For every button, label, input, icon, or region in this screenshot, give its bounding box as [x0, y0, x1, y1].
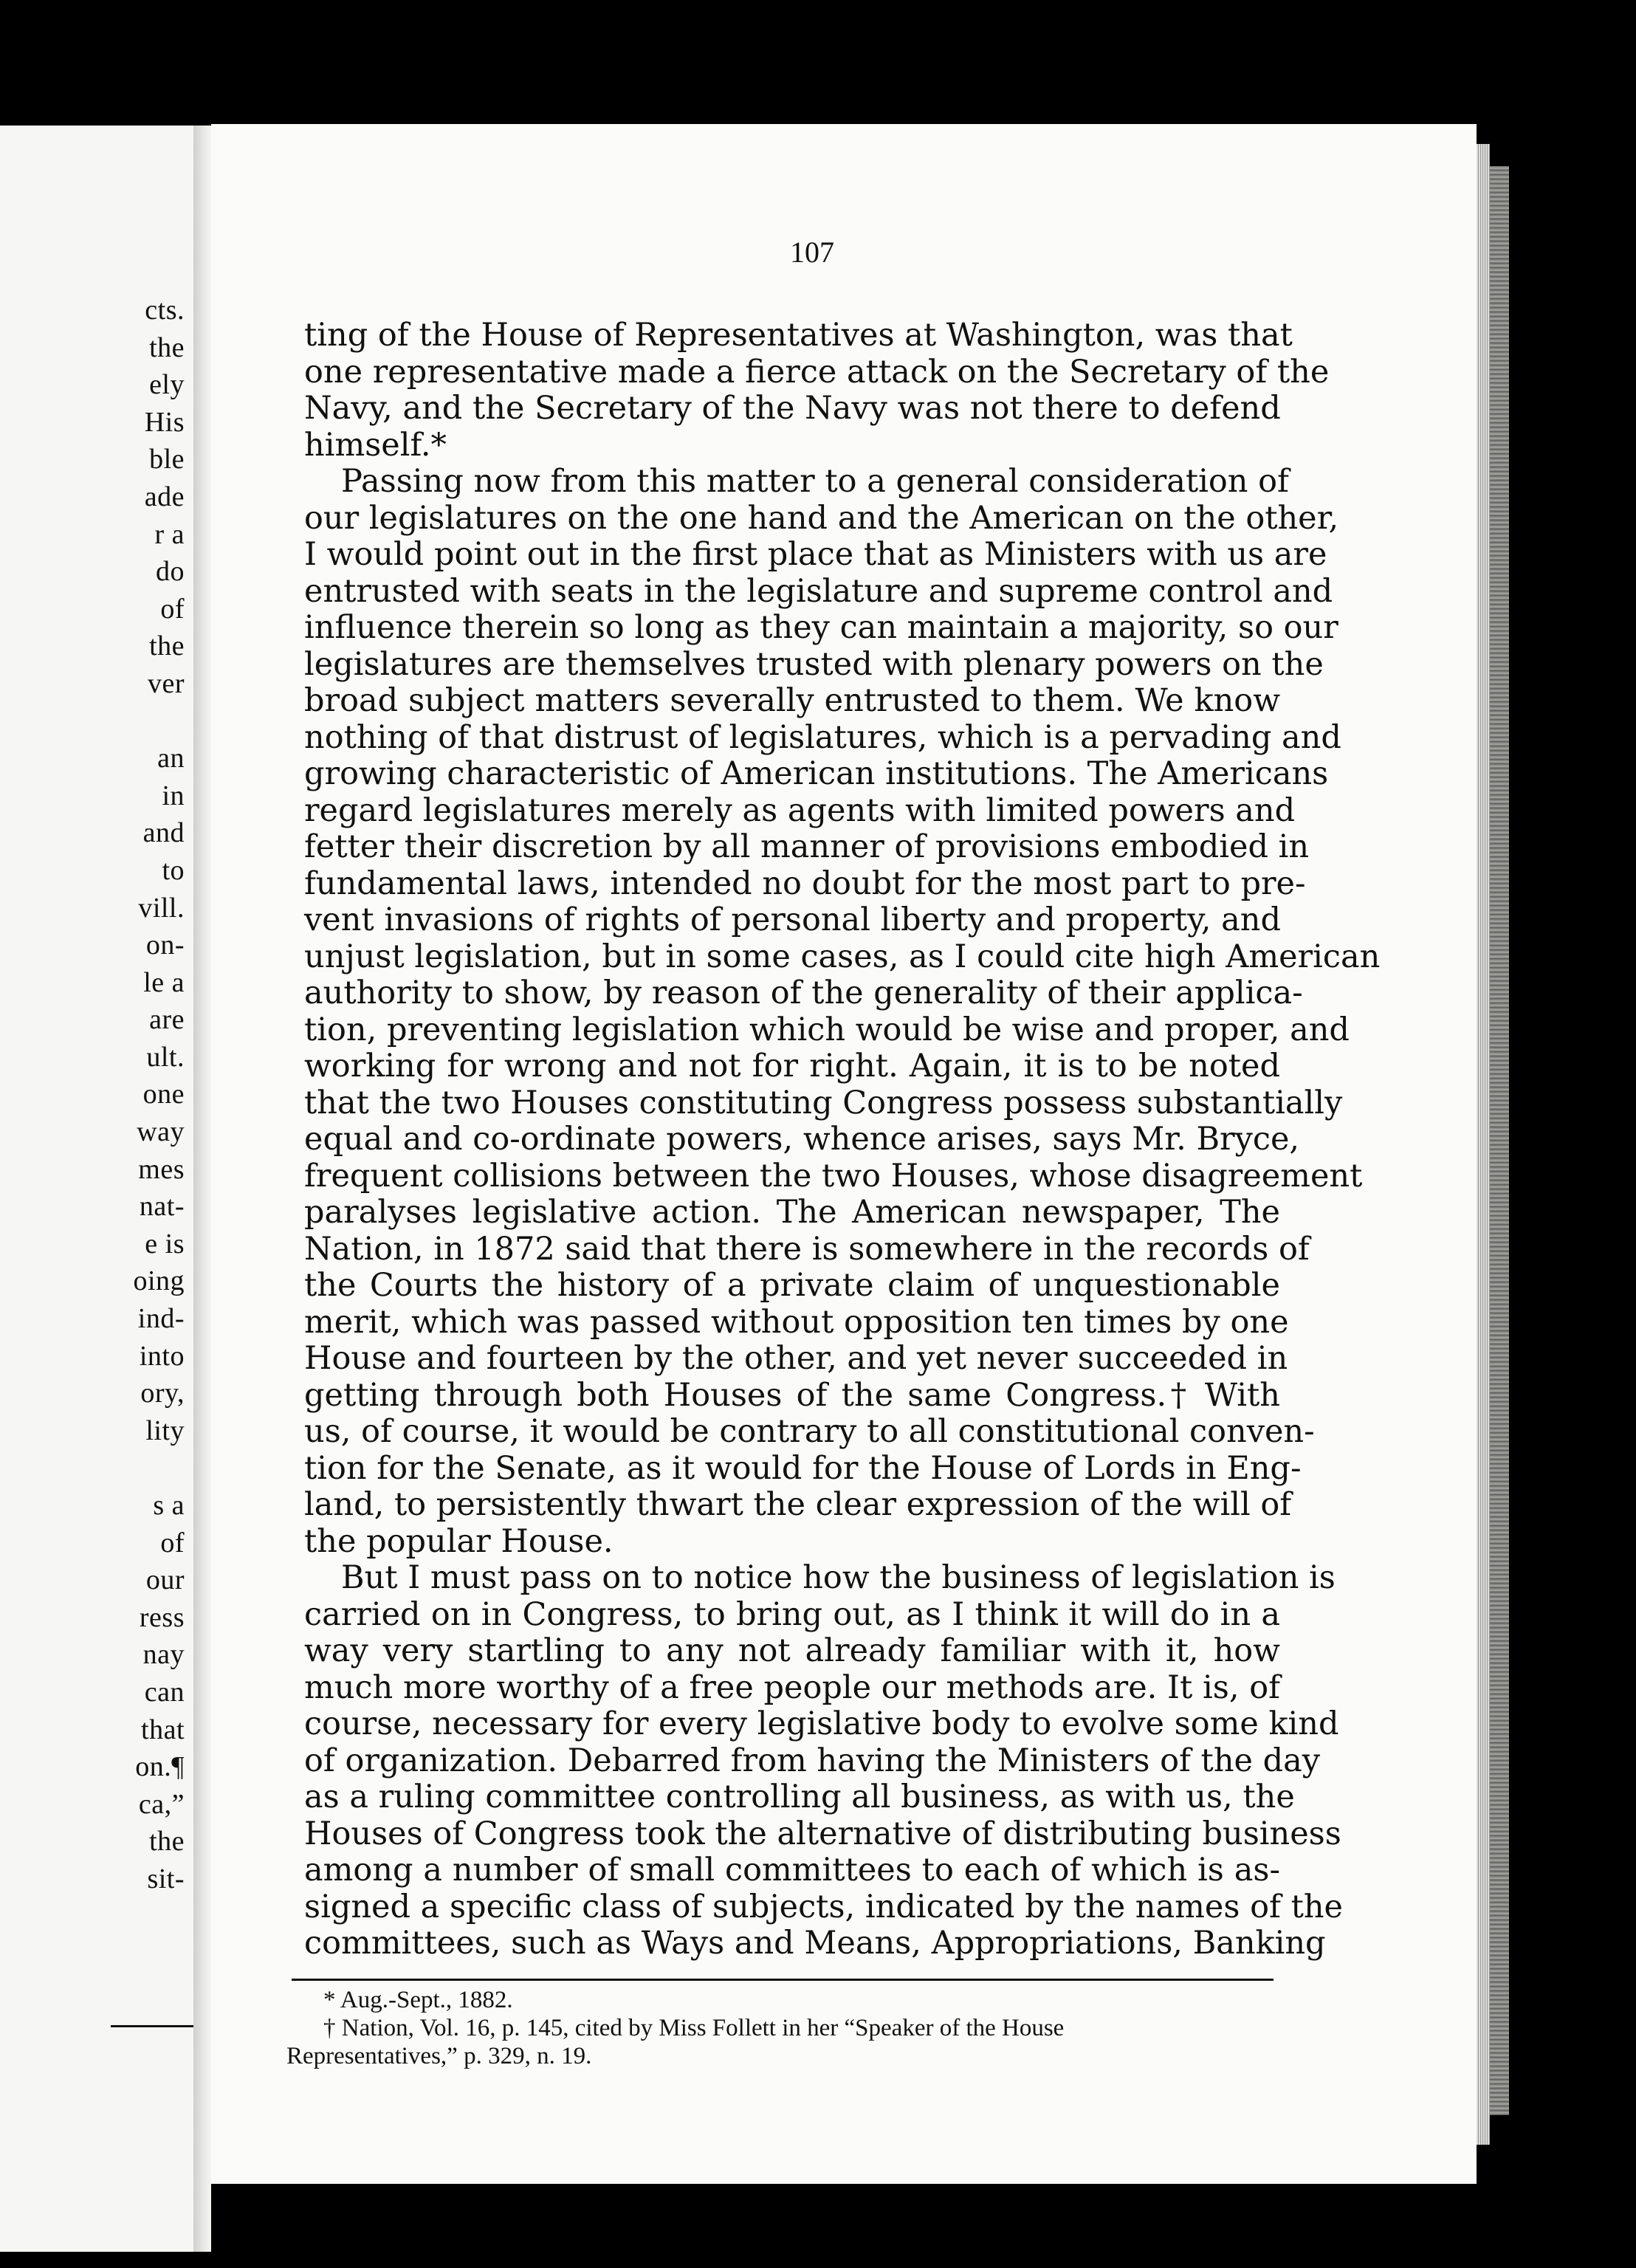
text-line: regard legislatures merely as agents with limited powers and — [304, 791, 1296, 829]
text-line: nothing of that distrust of legislatures, which is a pervading and — [304, 718, 1341, 756]
text-line: himself.* — [304, 426, 447, 464]
text-line: tion, preventing legislation which would be wise and proper, and — [304, 1011, 1350, 1048]
text-line: fundamental laws, intended no doubt for the most part to pre- — [304, 865, 1306, 902]
previous-page-line: ory, — [140, 1378, 185, 1409]
page-number: 107 — [790, 236, 834, 269]
text-line: fetter their discretion by all manner of provisions embodied in — [304, 828, 1310, 865]
previous-page-line: oing — [133, 1265, 185, 1297]
previous-page-line: the — [149, 630, 185, 662]
previous-page-line: cts. — [145, 295, 185, 326]
text-line: one representative made a fierce attack on the Secretary of the — [304, 353, 1330, 391]
previous-page — [0, 126, 193, 2252]
page-edge — [1477, 144, 1490, 2145]
text-line: committees, such as Ways and Means, Appropriations, Banking — [304, 1925, 1326, 1962]
text-line: paralyses legislative action. The American newspaper, The — [304, 1194, 1280, 1231]
previous-page-line: ble — [149, 444, 185, 475]
previous-page-line: do — [156, 556, 185, 588]
previous-page-line: lity — [145, 1415, 185, 1446]
text-line: equal and co-ordinate powers, whence arises, says Mr. Bryce, — [304, 1121, 1300, 1158]
text-line: working for wrong and not for right. Again, it is to be noted — [304, 1048, 1280, 1085]
text-line: among a number of small committees to each of which is as- — [304, 1852, 1280, 1889]
footnotes — [286, 1986, 1276, 2070]
text-line: way very startling to any not already familiar with it, how — [304, 1632, 1280, 1669]
previous-page-line: on.¶ — [135, 1751, 185, 1783]
book-cover-edge — [1490, 166, 1509, 2115]
previous-page-line: to — [162, 854, 185, 886]
text-line: authority to show, by reason of the generality of their applica- — [304, 975, 1303, 1011]
previous-page-text — [0, 292, 185, 1898]
previous-page-line: that — [141, 1714, 185, 1745]
footnote-line: † Nation, Vol. 16, p. 145, cited by Miss Follett in her “Speaker of the House — [323, 2015, 1065, 2041]
previous-page-line: le a — [143, 966, 185, 998]
previous-page-line: into — [139, 1340, 185, 1372]
previous-page-footnote-rule — [111, 2025, 193, 2027]
text-line: House and fourteen by the other, and yet never succeeded in — [304, 1340, 1288, 1377]
text-line: Nation, in 1872 said that there is somewhere in the records of — [304, 1230, 1310, 1268]
previous-page-line: and — [142, 817, 185, 849]
text-line: broad subject matters severally entrusted to them. We know — [304, 682, 1280, 719]
text-line: frequent collisions between the two Houses, whose disagreement — [304, 1157, 1363, 1195]
text-line: entrusted with seats in the legislature and supreme control and — [304, 572, 1333, 610]
body-text — [304, 317, 1381, 1962]
previous-page-line: of — [160, 593, 185, 625]
previous-page-line: the — [149, 331, 185, 363]
text-line: us, of course, it would be contrary to all constitutional conven- — [304, 1413, 1315, 1450]
previous-page-line: ver — [147, 667, 185, 699]
previous-page-line: ult. — [146, 1041, 185, 1073]
previous-page-line: on- — [145, 929, 185, 961]
previous-page-line: s a — [153, 1490, 185, 1521]
previous-page-line: ind- — [137, 1303, 185, 1335]
previous-page-line: can — [144, 1676, 185, 1708]
text-line: the Courts the history of a private claim of unquestionable — [304, 1267, 1280, 1304]
previous-page-line: sit- — [147, 1863, 185, 1894]
text-line: ting of the House of Representatives at Washington, was that — [304, 317, 1293, 354]
text-line: much more worthy of a free people our methods are. It is, of — [304, 1669, 1280, 1706]
previous-page-line: way — [137, 1116, 185, 1148]
text-line: tion for the Senate, as it would for the House of Lords in Eng- — [304, 1449, 1302, 1487]
previous-page-line: r a — [154, 518, 185, 550]
text-line: the popular House. — [304, 1522, 614, 1560]
previous-page-line: ely — [149, 369, 185, 401]
previous-page-line — [0, 703, 185, 740]
text-line: growing characteristic of American institutions. The Americans — [304, 755, 1329, 792]
previous-page-line: e is — [145, 1228, 185, 1260]
previous-page-line: His — [144, 406, 185, 438]
text-line: vent invasions of rights of personal liberty and property, and — [304, 901, 1281, 938]
text-line: I would point out in the first place that as Ministers with us are — [304, 536, 1327, 573]
footnote-line: Representatives,” p. 329, n. 19. — [286, 2043, 592, 2069]
text-line: of organization. Debarred from having the Ministers of the day — [304, 1742, 1321, 1779]
text-line: as a ruling committee controlling all business, as with us, the — [304, 1779, 1295, 1815]
text-line: influence therein so long as they can maintain a majority, so our — [304, 609, 1338, 646]
text-line: unjust legislation, but in some cases, as I could cite high American — [304, 938, 1381, 975]
text-line: signed a specific class of subjects, indicated by the names of the — [304, 1888, 1343, 1925]
text-line: getting through both Houses of the same Congress.† With — [304, 1376, 1280, 1414]
footnote-rule — [292, 1979, 1274, 1981]
text-line: legislatures are themselves trusted with plenary powers on the — [304, 645, 1324, 683]
previous-page-line: our — [145, 1564, 185, 1596]
footnote-line: * Aug.-Sept., 1882. — [323, 1987, 513, 2013]
text-line: course, necessary for every legislative body to evolve some kind — [304, 1705, 1339, 1742]
previous-page-line: mes — [138, 1153, 185, 1185]
text-line: Houses of Congress took the alternative of distributing business — [304, 1815, 1341, 1852]
previous-page-line: nat- — [139, 1191, 185, 1223]
previous-page-line: one — [142, 1079, 185, 1110]
book-gutter — [193, 126, 211, 2252]
previous-page-line: an — [157, 743, 185, 774]
previous-page-line: vill. — [138, 892, 185, 924]
text-line: But I must pass on to notice how the business of legislation is — [341, 1559, 1336, 1596]
previous-page-line: the — [149, 1826, 185, 1858]
previous-page-line: ade — [144, 481, 185, 512]
previous-page-line — [0, 1449, 185, 1487]
previous-page-line: in — [162, 780, 185, 811]
text-line: carried on in Congress, to bring out, as I think it will do in a — [304, 1595, 1280, 1633]
text-line: merit, which was passed without opposition ten times by one — [304, 1303, 1289, 1341]
previous-page-line: nay — [142, 1639, 185, 1671]
previous-page-line: ress — [139, 1601, 185, 1633]
previous-page-line: are — [149, 1004, 185, 1036]
text-line: our legislatures on the one hand and the American on the other, — [304, 499, 1339, 537]
previous-page-line: of — [160, 1527, 185, 1559]
text-line: land, to persistently thwart the clear expression of the will of — [304, 1486, 1292, 1523]
text-line: that the two Houses constituting Congress possess substantially — [304, 1084, 1343, 1121]
text-line: Passing now from this matter to a general consideration of — [341, 463, 1289, 500]
previous-page-line: ca,” — [138, 1788, 185, 1820]
text-line: Navy, and the Secretary of the Navy was not there to defend — [304, 390, 1281, 427]
